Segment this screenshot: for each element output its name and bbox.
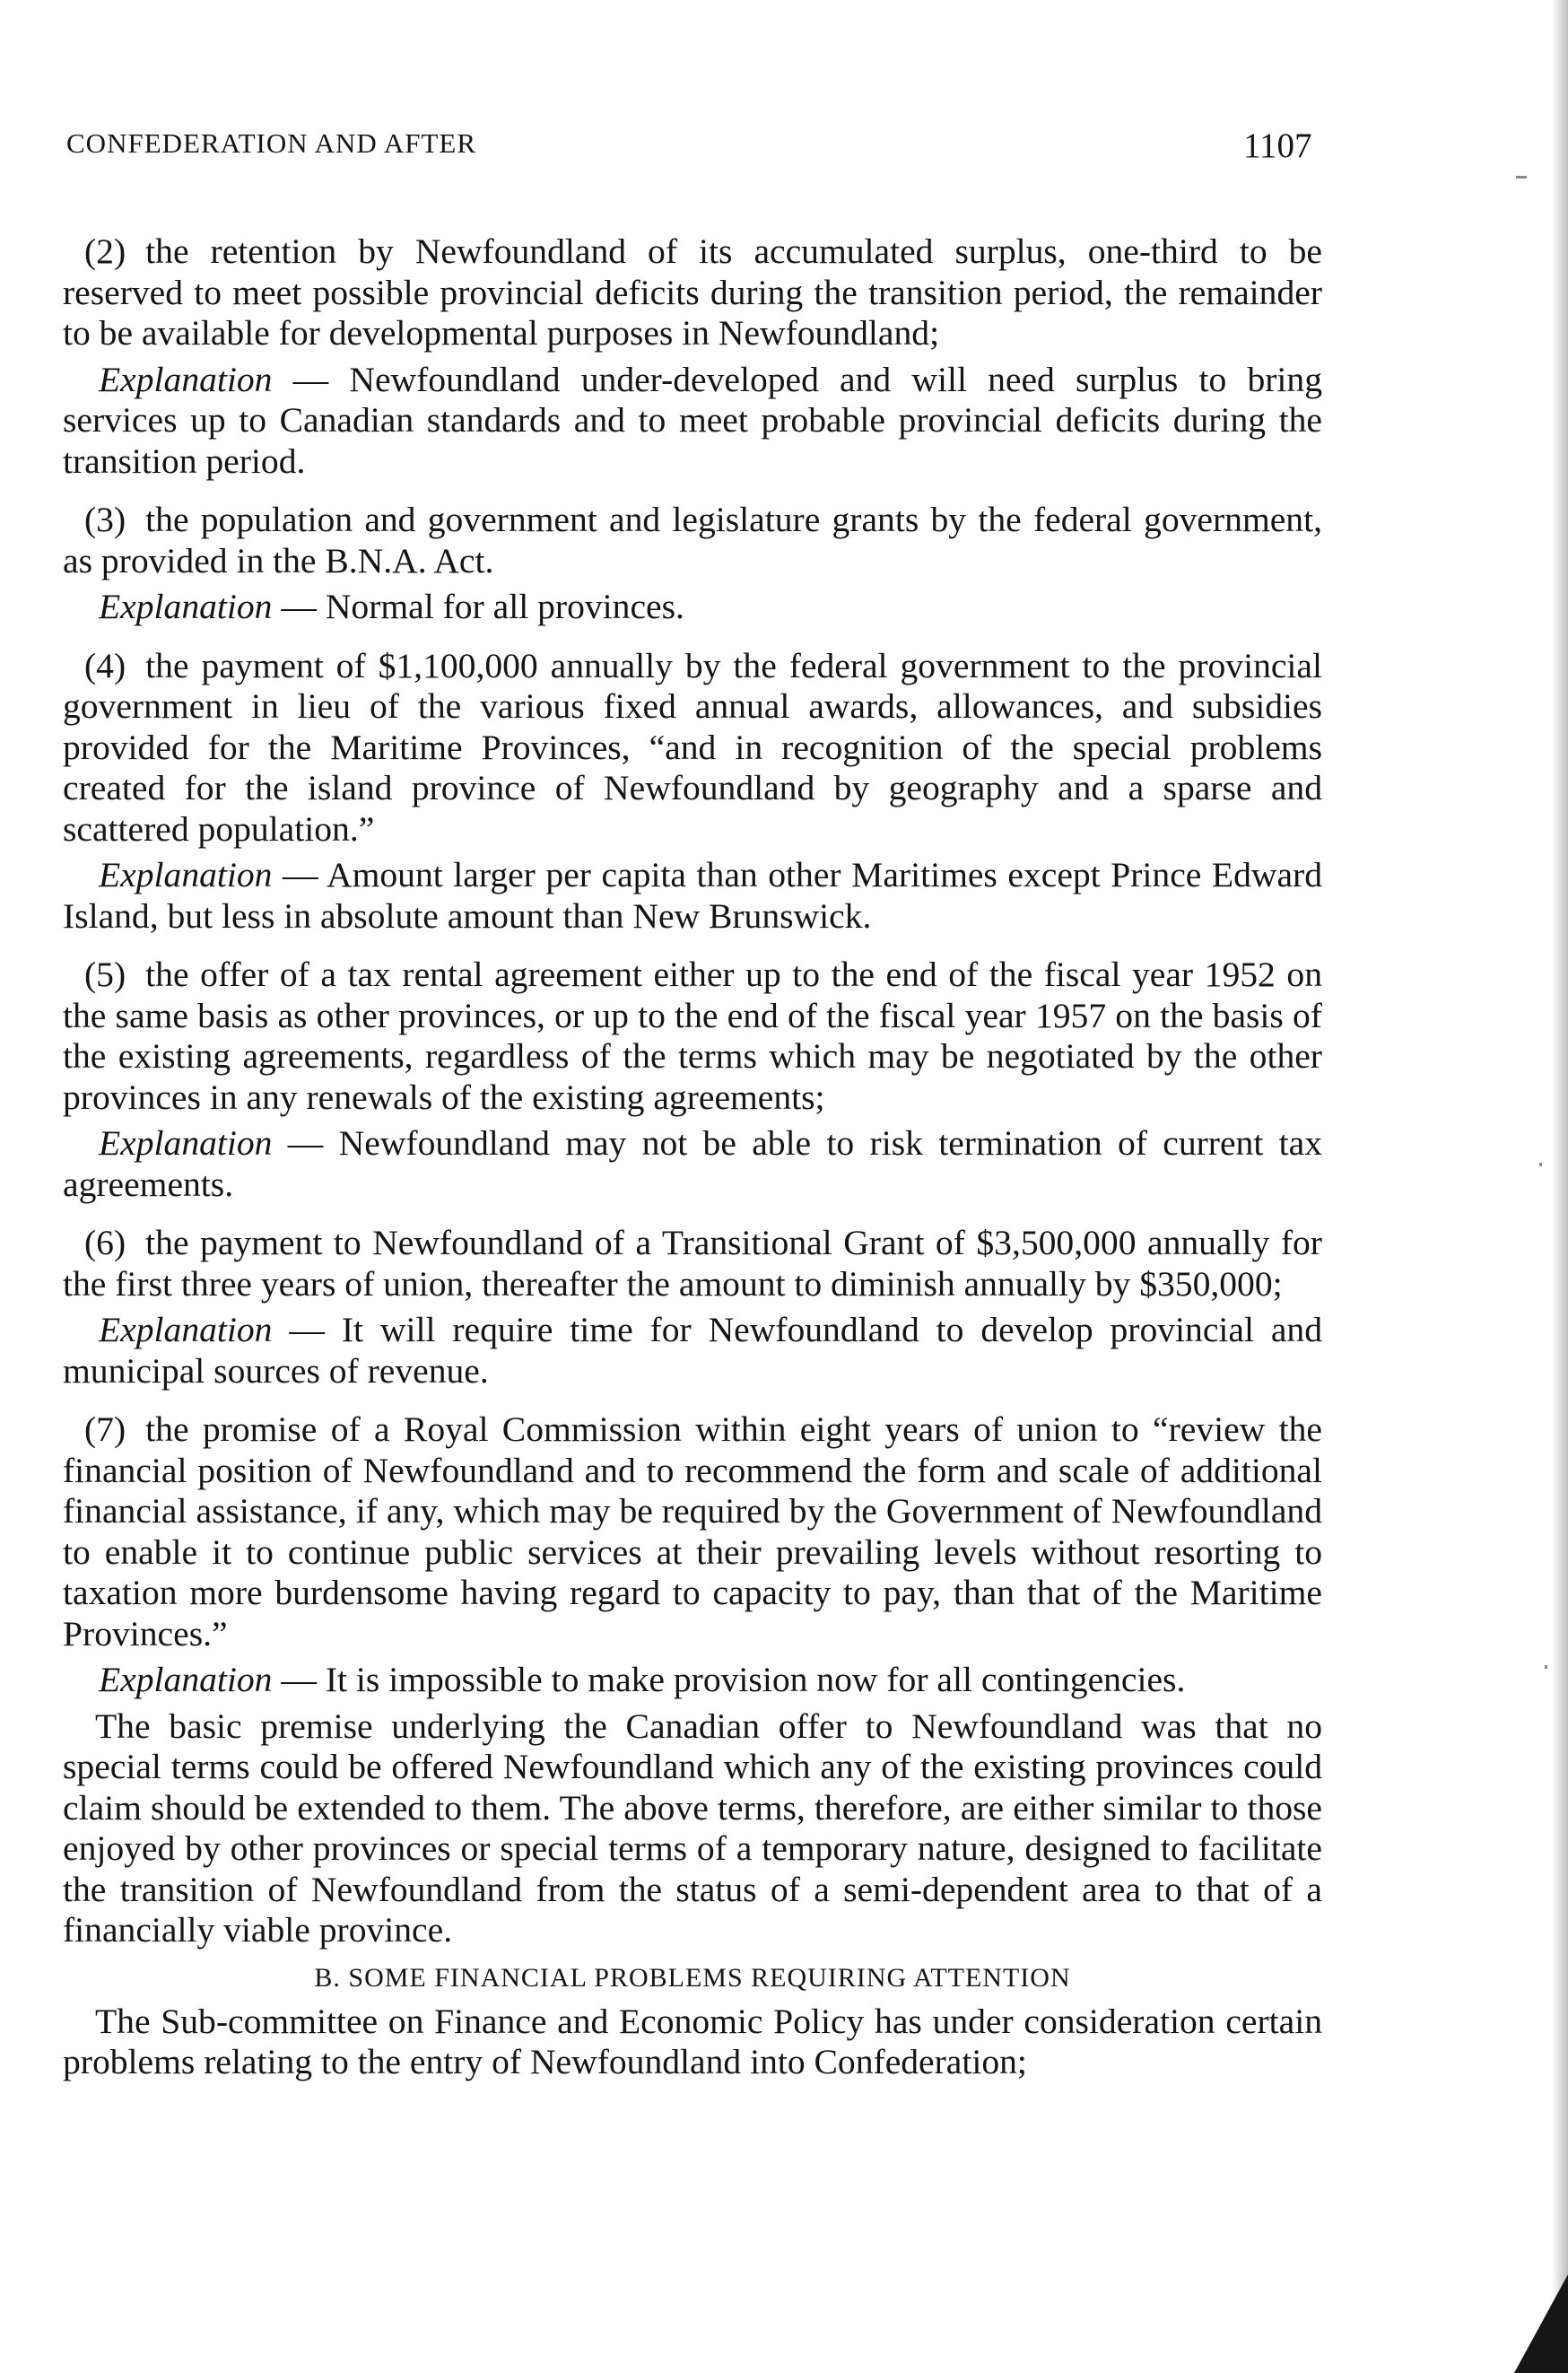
item-text: the offer of a tax rental agreement either up to the end of the fiscal year 1952 on the same basis as other provinces, or up to the end of the fiscal year 1957 on the basis of the existing agreements, regardless of the terms which may be negotiated by the other provinces in any renewals of the existing agreements; (63, 955, 1322, 1117)
item-number: (5) (84, 955, 126, 994)
explanation-text: — Amount larger per capita than other Maritimes except Prince Edward Island, but less in absolute amount than New Brunswick. (63, 855, 1322, 936)
explanation-text: — Normal for all provinces. (272, 587, 684, 626)
explanation-label: Explanation (99, 1660, 273, 1699)
list-item (63, 955, 1322, 1118)
item-text: the population and government and legislature grants by the federal government, as provided in the B.N.A. Act. (63, 500, 1322, 580)
section-paragraph: The Sub-committee on Finance and Economic Policy has under consideration certain problems relating to the entry of Newfoundland into Confederation; (63, 2001, 1322, 2081)
explanation (63, 855, 1322, 937)
item-text: the promise of a Royal Commission within eight years of union to “review the financial position of Newfoundland and to recommend the form and scale of additional financial assistance, if any, which may be required by the Government of Newfoundland to enable it to continue public services at their prevailing levels without resorting to taxation more burdensome having regard to capacity to pay, than that of the Maritime Provinces.” (63, 1409, 1322, 1653)
item-text: the retention by Newfoundland of its accumulated surplus, one-third to be reserved to meet possible provincial deficits during the transition period, the remainder to be available for developmental purposes in Newfoundland; (63, 231, 1322, 353)
item-number: (7) (84, 1409, 126, 1449)
running-head: CONFEDERATION AND AFTER (66, 127, 477, 159)
item-number: (2) (84, 231, 126, 271)
explanation-text: — Newfoundland may not be able to risk termination of current tax agreements. (63, 1123, 1322, 1204)
item-number: (6) (84, 1223, 126, 1262)
explanation-text: — Newfoundland under-developed and will need surplus to bring services up to Canadian standards and to meet probable provincial deficits during the transition period. (63, 359, 1322, 481)
list-item (63, 646, 1322, 851)
explanation-label: Explanation (99, 855, 273, 894)
scan-mark (1516, 176, 1527, 179)
explanation (63, 587, 1322, 628)
explanation (63, 360, 1322, 483)
explanation-label: Explanation (99, 1123, 273, 1163)
explanation (63, 1310, 1322, 1392)
list-item (63, 500, 1322, 581)
page-body (63, 231, 1322, 2083)
explanation-label: Explanation (99, 587, 273, 626)
explanation (63, 1660, 1322, 1701)
scan-mark (1539, 1163, 1542, 1166)
page-edge-shadow (1552, 0, 1568, 2373)
scan-mark (1545, 1665, 1547, 1669)
explanation (63, 1123, 1322, 1205)
explanation-label: Explanation (99, 1310, 273, 1349)
section-heading: B. SOME FINANCIAL PROBLEMS REQUIRING ATTENTION (314, 1962, 1071, 1993)
item-text: the payment of $1,100,000 annually by the federal government to the provincial government in lieu of the various fixed annual awards, allowances, and subsidies provided for the Maritime Provinces, “and in recognition of the special problems created for the island province of Newfoundland by geography and a sparse and scattered population.” (63, 645, 1322, 849)
page-number: 1107 (1243, 127, 1312, 165)
explanation-text: — It will require time for Newfoundland to develop provincial and municipal sources of revenue. (63, 1310, 1322, 1391)
list-item (63, 231, 1322, 354)
list-item (63, 1409, 1322, 1654)
page-corner-shadow (1514, 2274, 1568, 2373)
explanation-label: Explanation (99, 359, 273, 399)
item-text: the payment to Newfoundland of a Transitional Grant of $3,500,000 annually for the first three years of union, thereafter the amount to diminish annually by $350,000; (63, 1223, 1322, 1304)
list-item (63, 1223, 1322, 1304)
explanation-text: — It is impossible to make provision now for all contingencies. (272, 1660, 1186, 1699)
item-number: (4) (84, 645, 126, 685)
item-number: (3) (84, 500, 126, 539)
closing-paragraph: The basic premise underlying the Canadian offer to Newfoundland was that no special terms could be offered Newfoundland which any of the existing provinces could claim should be extended to them. The above terms, therefore, are either similar to those enjoyed by other provinces or special terms of a temporary nature, designed to facilitate the transition of Newfoundland from the status of a semi-dependent area to that of a financially viable province. (63, 1706, 1322, 1950)
